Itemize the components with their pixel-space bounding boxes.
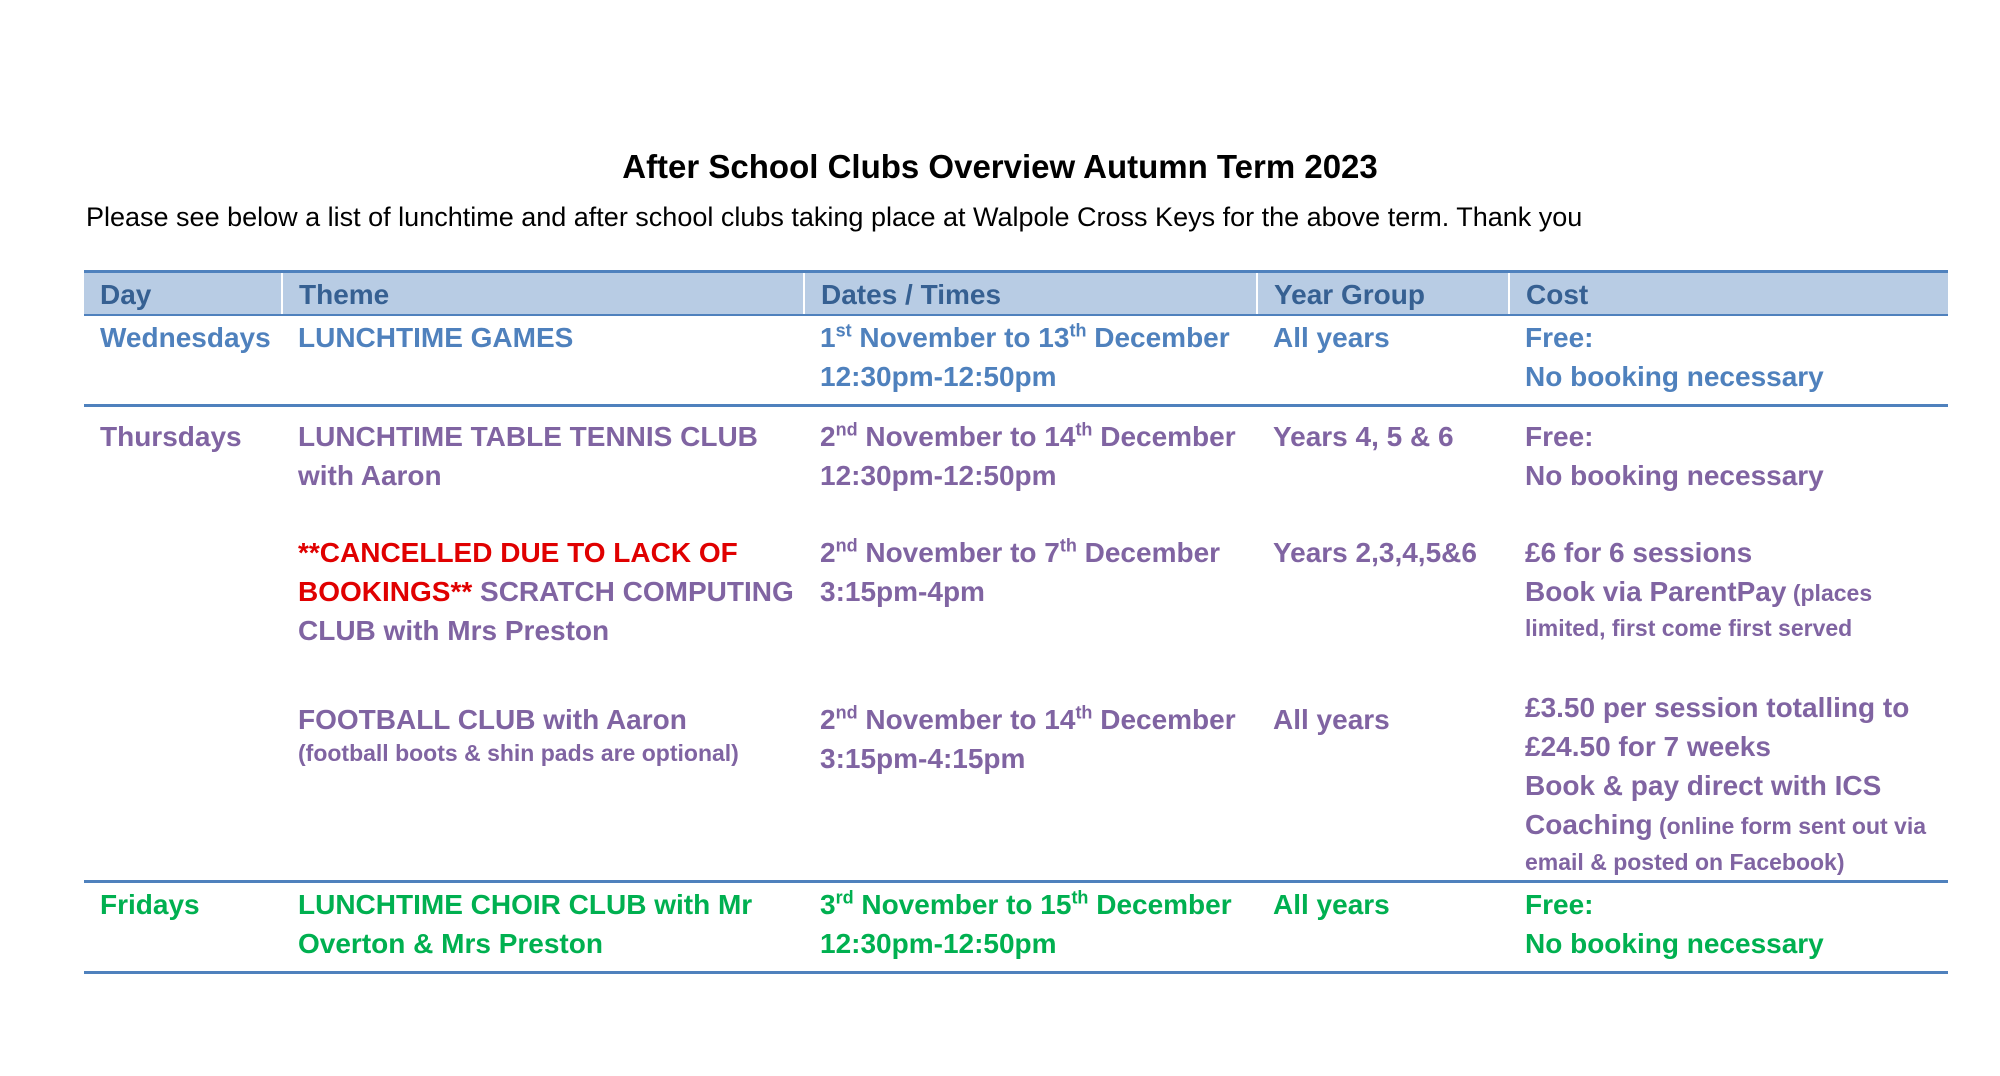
header-cost: Cost: [1509, 272, 1948, 316]
date-range: 3rd November to 15th December: [820, 887, 1232, 920]
theme-cell: LUNCHTIME GAMES: [282, 315, 804, 406]
dates-cell: [804, 533, 1257, 650]
intro-text: Please see below a list of lunchtime and after school clubs taking place at Walpole Cross Keys for the above term. Thank you: [86, 202, 1583, 232]
clubs-table: [84, 270, 1948, 974]
day-cell-friday: Fridays: [84, 882, 282, 973]
cancelled-notice: **CANCELLED DUE TO LACK OF: [298, 537, 738, 568]
date-range: 2nd November to 14th December: [820, 702, 1236, 735]
cost-cell: £6 for 6 sessions Book via ParentPay (places limited, first come first served: [1525, 537, 1873, 641]
dates-cell: [804, 315, 1257, 406]
table-row-friday-choir: [84, 882, 1948, 973]
year-group-cell: Years 2,3,4,5&6: [1273, 537, 1477, 568]
time-range: 3:15pm-4pm: [820, 576, 985, 607]
dates-cell: [804, 688, 1257, 882]
header-dates-times: Dates / Times: [804, 272, 1257, 316]
theme-cell: LUNCHTIME TABLE TENNIS CLUB with Aaron: [298, 421, 758, 491]
date-range: 2nd November to 7th December: [820, 535, 1221, 568]
year-group-cell: All years: [1257, 882, 1509, 973]
day-cell-thursday: Thursdays: [100, 421, 242, 452]
page-title: After School Clubs Overview Autumn Term 2023: [622, 148, 1378, 185]
date-range: 1st November to 13th December: [820, 320, 1230, 353]
header-year-group: Year Group: [1257, 272, 1509, 316]
cost-cell: £3.50 per session totalling to £24.50 for 7 weeks Book & pay direct with ICS Coaching (online form sent out via email & posted on Facebook): [1509, 688, 1948, 882]
theme-cell: **CANCELLED DUE TO LACK OF BOOKINGS** SCRATCH COMPUTING CLUB with Mrs Preston: [282, 533, 804, 650]
table-header-row: [84, 272, 1948, 316]
header-day: Day: [84, 272, 282, 316]
cancelled-notice: BOOKINGS**: [298, 576, 473, 607]
header-theme: Theme: [282, 272, 804, 316]
time-range: 12:30pm-12:50pm: [820, 361, 1057, 392]
cost-cell: Free: No booking necessary: [1509, 315, 1948, 406]
time-range: 12:30pm-12:50pm: [820, 928, 1057, 959]
cost-cell: Free: No booking necessary: [1509, 882, 1948, 973]
dates-cell: [804, 406, 1257, 496]
date-range: 2nd November to 14th December: [820, 419, 1236, 452]
year-group-cell: All years: [1257, 688, 1509, 882]
table-row-thursday-football: [84, 688, 1948, 882]
year-group-cell: All years: [1257, 315, 1509, 406]
cost-cell: Free: No booking necessary: [1525, 421, 1824, 491]
day-cell-wednesday: Wednesdays: [84, 315, 282, 406]
time-range: 12:30pm-12:50pm: [820, 460, 1057, 491]
time-range: 3:15pm-4:15pm: [820, 743, 1026, 774]
theme-cell: FOOTBALL CLUB with Aaron (football boots & shin pads are optional): [282, 688, 804, 882]
dates-cell: [804, 882, 1257, 973]
table-row-thursday-table-tennis: [84, 406, 1948, 496]
year-group-cell: Years 4, 5 & 6: [1273, 421, 1454, 452]
table-row-thursday-scratch-computing: [84, 533, 1948, 650]
theme-cell: LUNCHTIME CHOIR CLUB with Mr Overton & Mrs Preston: [282, 882, 804, 973]
table-row-wednesday-games: [84, 315, 1948, 406]
